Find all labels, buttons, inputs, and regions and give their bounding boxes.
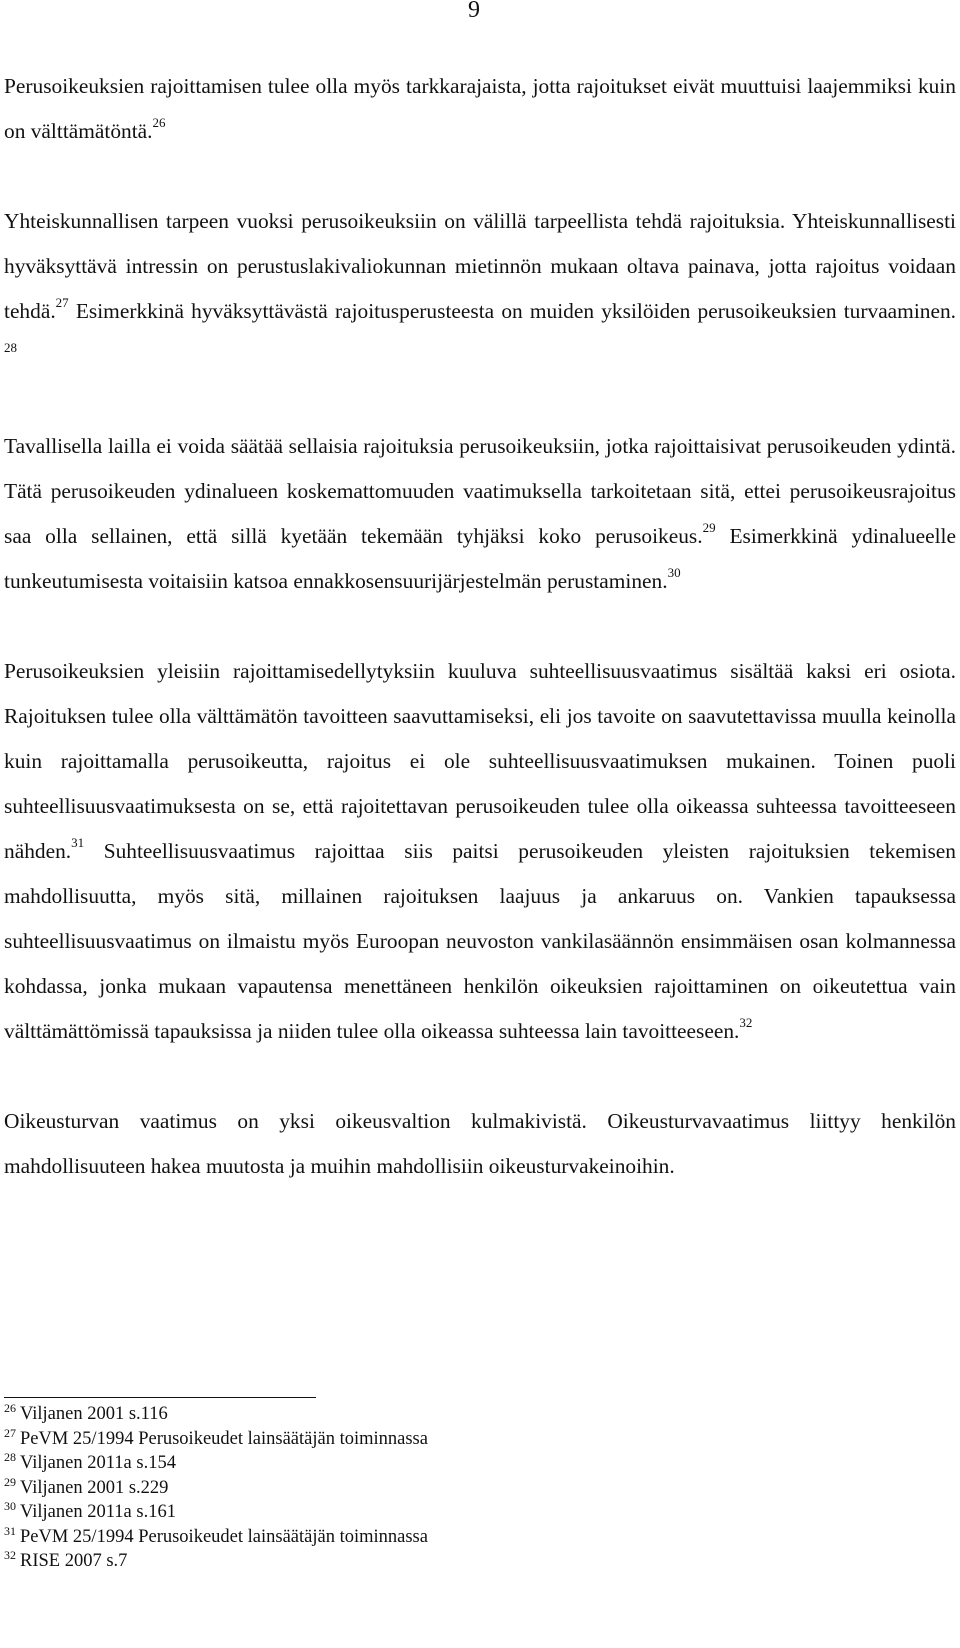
- paragraph-text: Esimerkkinä ydinalueelle tunkeutumisesta voitaisiin katsoa ennakkosensuurijärjestelmän perustaminen.: [4, 524, 956, 593]
- footnote-reference[interactable]: 30: [667, 565, 681, 580]
- footnote-separator: [4, 1397, 316, 1398]
- page-number: 9: [468, 0, 480, 23]
- footnote-text: Viljanen 2011a s.161: [20, 1502, 176, 1522]
- paragraph: [4, 199, 956, 379]
- paragraph: [4, 64, 956, 154]
- footnote-text: PeVM 25/1994 Perusoikeudet lainsäätäjän toiminnassa: [20, 1428, 428, 1449]
- footnote-number: 28: [4, 1450, 16, 1464]
- footnote: [4, 1476, 428, 1501]
- footnote-number: 32: [4, 1548, 16, 1562]
- paragraph-text: Oikeusturvan vaatimus on yksi oikeusvaltion kulmakivistä. Oikeusturvavaatimus liittyy henkilön mahdollisuuteen hakea muutosta ja muihin mahdollisiin oikeusturvakeinoihin.: [4, 1109, 956, 1178]
- body-text: [4, 64, 956, 1189]
- paragraph: [4, 424, 956, 604]
- footnote: [4, 1427, 428, 1452]
- footnote-number: 27: [4, 1425, 16, 1440]
- footnote-reference[interactable]: 27: [55, 295, 69, 310]
- footnote-number: 31: [4, 1523, 16, 1538]
- footnote: [4, 1451, 428, 1476]
- paragraph-text: Perusoikeuksien yleisiin rajoittamisedellytyksiin kuuluva suhteellisuusvaatimus sisältää kaksi eri osiota. Rajoituksen tulee olla välttämätön tavoitteen saavuttamiseksi, eli jos tavoite on saavutettavissa muulla keinolla kuin rajoittamalla perusoikeutta, rajoitus ei ole suhteellisuusvaatimuksen mukainen. Toinen puoli suhteellisuusvaatimuksesta on se, että rajoitettavan perusoikeuden tulee olla oikeassa suhteessa tavoitteeseen nähden.: [4, 659, 956, 863]
- footnote: [4, 1549, 428, 1574]
- paragraph: [4, 1099, 956, 1189]
- footnote: [4, 1525, 428, 1550]
- footnote-text: PeVM 25/1994 Perusoikeudet lainsäätäjän toiminnassa: [20, 1526, 428, 1547]
- footnote-reference[interactable]: 31: [71, 835, 85, 850]
- footnote-text: Viljanen 2001 s.229: [20, 1477, 169, 1498]
- footnote-text: Viljanen 2011a s.154: [20, 1453, 176, 1473]
- footnote-number: 30: [4, 1499, 16, 1513]
- footnote-text: Viljanen 2001 s.116: [20, 1404, 168, 1424]
- paragraph-text: Perusoikeuksien rajoittamisen tulee olla myös tarkkarajaista, jotta rajoitukset eivät muuttuisi laajemmiksi kuin on välttämätöntä.: [4, 74, 956, 143]
- footnote-reference[interactable]: 29: [702, 520, 716, 535]
- footnote-text: RISE 2007 s.7: [20, 1551, 128, 1571]
- paragraph-text: Yhteiskunnallisen tarpeen vuoksi perusoikeuksiin on välillä tarpeellista tehdä rajoituksia. Yhteiskunnallisesti hyväksyttävä intressin on perustuslakivaliokunnan mietinnön mukaan oltava painava, jotta rajoitus voidaan tehdä.: [4, 209, 956, 323]
- footnote-reference[interactable]: 26: [152, 115, 166, 130]
- paragraph-text: Esimerkkinä hyväksyttävästä rajoitusperusteesta on muiden yksilöiden perusoikeuksien turvaaminen.: [68, 299, 956, 323]
- paragraph-text: Suhteellisuusvaatimus rajoittaa siis paitsi perusoikeuden yleisten rajoituksien tekemisen mahdollisuutta, myös sitä, millainen rajoituksen laajuus ja ankaruus on. Vankien tapauksessa suhteellisuusvaatimus on ilmaistu myös Euroopan neuvoston vankilasäännön ensimmäisen osan kolmannessa kohdassa, jonka mukaan vapautensa menettäneen henkilön oikeuksien rajoittaminen on oikeutettua vain välttämättömissä tapauksissa ja niiden tulee olla oikeassa suhteessa lain tavoitteeseen.: [4, 839, 956, 1043]
- footnote: [4, 1402, 428, 1427]
- footnote-reference[interactable]: 32: [739, 1015, 753, 1030]
- footnote-reference[interactable]: 28: [4, 340, 17, 355]
- footnote: [4, 1500, 428, 1525]
- footnote-number: 29: [4, 1474, 16, 1489]
- paragraph: [4, 649, 956, 1054]
- paragraph-text: Tavallisella lailla ei voida säätää sellaisia rajoituksia perusoikeuksiin, jotka rajoittaisivat perusoikeuden ydintä. Tätä perusoikeuden ydinalueen koskemattomuuden vaatimuksella tarkoitetaan sitä, ettei perusoikeusrajoitus saa olla sellainen, että sillä kyetään tekemään tyhjäksi koko perusoikeus.: [4, 434, 956, 548]
- footnote-number: 26: [4, 1401, 16, 1415]
- footnotes: [4, 1402, 428, 1574]
